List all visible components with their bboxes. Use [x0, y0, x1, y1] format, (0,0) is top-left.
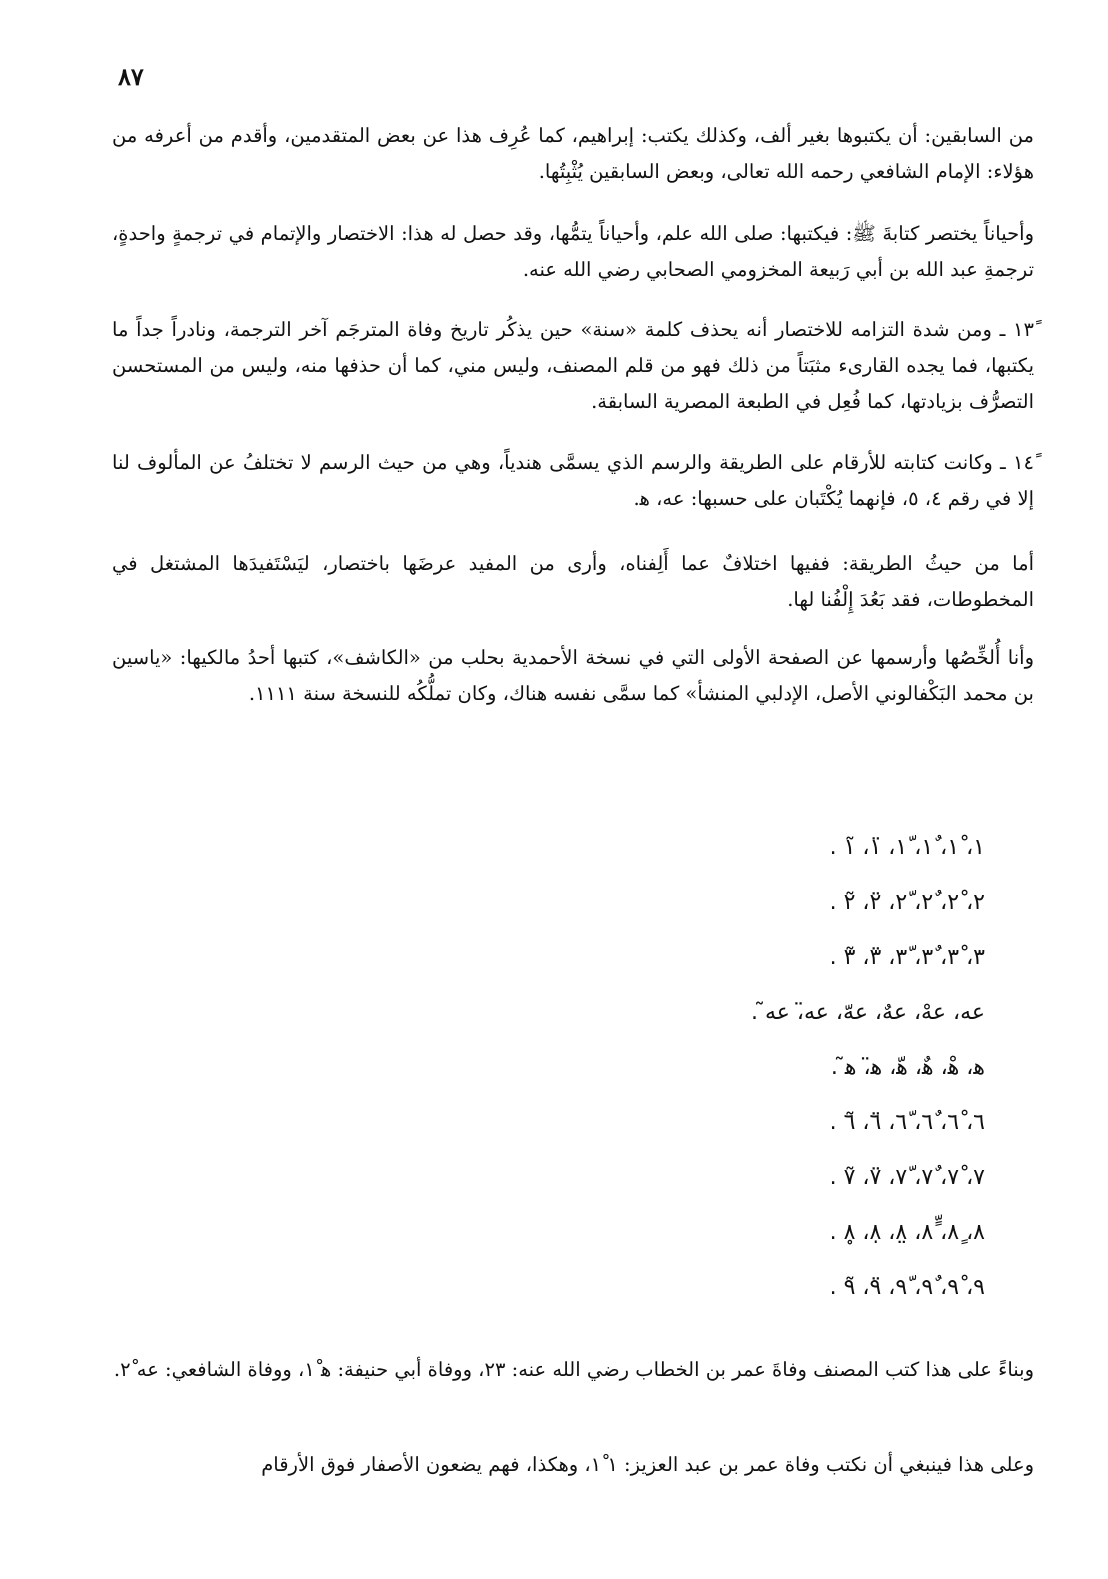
paragraph-7: وبناءً على هذا كتب المصنف وفاةَ عمر بن الخطاب رضي الله عنه: ٢٣، ووفاة أبي حنيفة: ﻫ ١ْ، ووفاة الشافعي: عه ٢ْ. — [113, 1358, 1034, 1381]
numeral-table — [640, 820, 985, 1315]
paragraph-3: ١٣ً ـ ومن شدة التزامه للاختصار أنه يحذف كلمة «سنة» حين يذكُر تاريخ وفاة المترجَم آخر الترجمة، ونادراً جداً ما يكتبها، فما يجده القارىء مثبَتاً من ذلك فهو من قلم المصنف، وليس مني، كما أن حذفها منه، وليس من المستحسن التصرُّف بزيادتها، كما فُعِل في الطبعة المصرية السابقة. — [112, 318, 1034, 413]
paragraph-2: وأحياناً يختصر كتابةَ ﷺ: فيكتبها: صلى الله علم، وأحياناً يتمُّها، وقد حصل له هذا: الاختصار والإتمام في ترجمةٍ واحدةٍ، ترجمةِ عبد الله بن أبي رَبيعة المخزومي الصحابي رضي الله عنه. — [112, 222, 1034, 281]
paragraph-5: أما من حيثُ الطريقة: ففيها اختلافٌ عما أَلِفناه، وأرى من المفيد عرضَها باختصار، ليَسْتَفيدَها المشتغل في المخطوطات، فقد بَعُدَ إِلْفُنا لها. — [112, 552, 1034, 611]
numeral-row-5: ﻫ، ﻫْ، ﻫٌ، ﻫّ، ﻫ̈، ﻫ̃ . — [830, 1055, 985, 1080]
numeral-row-2: ٢، ٢ْ، ٢ٌ، ٢ّ، ٢̈، ٢̃ . — [829, 890, 985, 915]
numeral-row-1: ١، ١ْ، ١ٌ، ١ّ، ١̈، ١̃ . — [829, 835, 985, 860]
numeral-row-9: ٩، ٩ْ، ٩ٌ، ٩ّ، ٩̈، ٩̃ . — [829, 1275, 985, 1300]
paragraph-8: وعلى هذا فينبغي أن نكتب وفاة عمر بن عبد العزيز: ١ ١ْ، وهكذا، فهم يضعون الأصفار فوق الأرقام — [261, 1453, 1034, 1476]
numeral-row-7: ٧، ٧ْ، ٧ٌ، ٧ّ، ٧̈، ٧̃ . — [829, 1165, 985, 1190]
paragraph-1: من السابقين: أن يكتبوها بغير ألف، وكذلك يكتب: إبراهيم، كما عُرِف هذا عن بعض المتقدمين، وأقدم من أعرفه من هؤلاء: الإمام الشافعي رحمه الله تعالى، وبعض السابقين يُثْبِتُها. — [112, 124, 1034, 183]
numeral-row-4: عه، عهْ، عهٌ، عهّ، عه̈، عه̃ . — [751, 1000, 985, 1025]
numeral-row-3: ٣، ٣ْ، ٣ٌ، ٣ّ، ٣̈، ٣̃ . — [829, 945, 985, 970]
numeral-row-6: ٦، ٦ْ، ٦ٌ، ٦ّ، ٦̈، ٦̃ . — [829, 1110, 985, 1135]
numeral-row-8: ٨، ٨ٍ، ٨ٍّ، ٨̤، ٨̣، ٨̥ . — [829, 1220, 985, 1245]
paragraph-4: ١٤ً ـ وكانت كتابته للأرقام على الطريقة والرسم الذي يسمَّى هندياً، وهي من حيث الرسم لا تختلفُ عن المألوف لنا إلا في رقم ٤، ٥، فإنهما يُكْتَبان على حسبها: عه، ﻫ. — [112, 451, 1034, 510]
page-number: ٨٧ — [118, 62, 144, 91]
paragraph-6: وأنا أُلخِّصُها وأرسمها عن الصفحة الأولى التي في نسخة الأحمدية بحلب من «الكاشف»، كتبها أحدُ مالكيها: «ياسين بن محمد البَكْفالوني الأصل، الإدلبي المنشأ» كما سمَّى نفسه هناك، وكان تملُّكُه للنسخة سنة ١١١١. — [112, 646, 1034, 705]
